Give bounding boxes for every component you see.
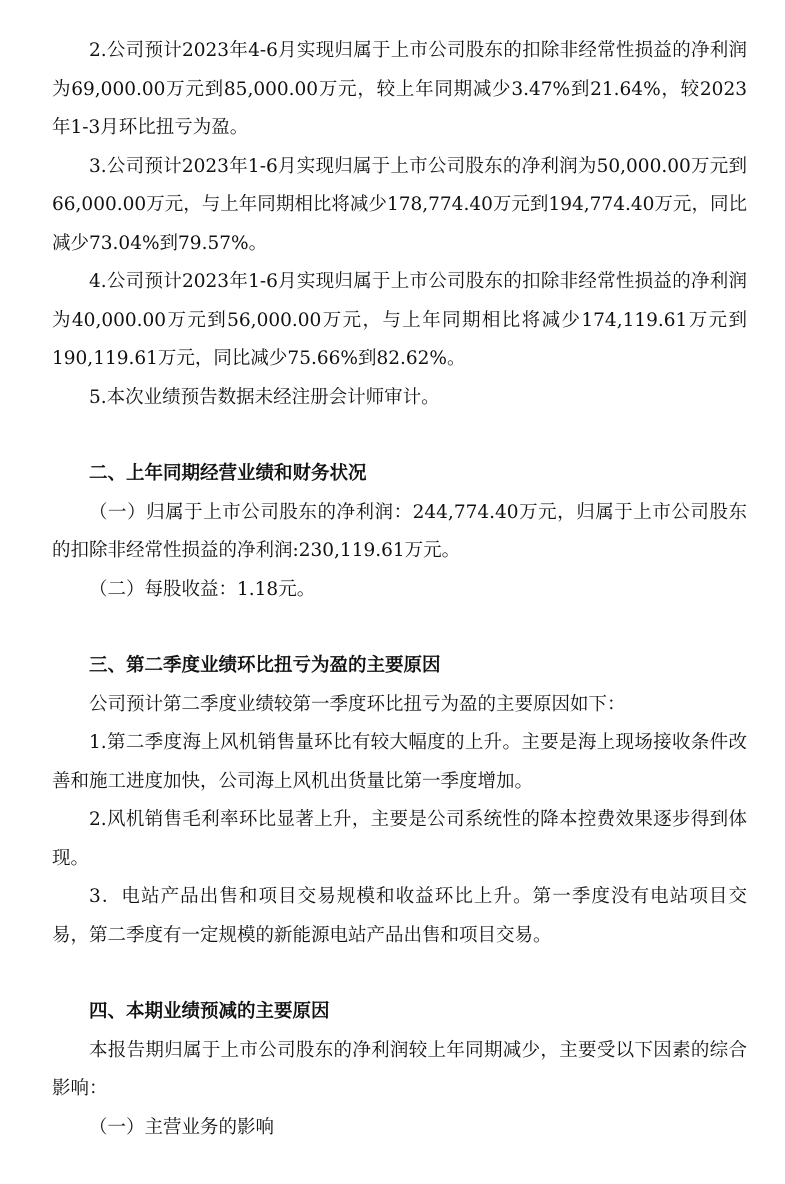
section-3-item-2: 2.风机销售毛利率环比显著上升，主要是公司系统性的降本控费效果逐步得到体现。 <box>52 809 747 869</box>
section-3-item-3: 3．电站产品出售和项目交易规模和收益环比上升。第一季度没有电站项目交易，第二季度有一定规模的新能源电站产品出售和项目交易。 <box>52 886 747 946</box>
spacer <box>52 417 747 455</box>
section-3-heading: 三、第二季度业绩环比扭亏为盈的主要原因 <box>89 655 441 676</box>
section-2-para-1: （一）归属于上市公司股东的净利润：244,774.40万元，归属于上市公司股东的扣除非经常性损益的净利润:230,119.61万元。 <box>52 501 747 561</box>
section-4-intro: 本报告期归属于上市公司股东的净利润较上年同期减少，主要受以下因素的综合影响： <box>52 1039 747 1099</box>
forecast-item-2: 2.公司预计2023年4-6月实现归属于上市公司股东的扣除非经常性损益的净利润为69,000.00万元到85,000.00万元，较上年同期减少3.47%到21.64%，较2023年1-3月环比扭亏为盈。 <box>52 40 747 138</box>
forecast-item-4: 4.公司预计2023年1-6月实现归属于上市公司股东的扣除非经常性损益的净利润为40,000.00万元到56,000.00万元，与上年同期相比将减少174,119.61万元到190,119.61万元，同比减少75.66%到82.62%。 <box>52 271 747 369</box>
section-4-heading: 四、本期业绩预减的主要原因 <box>89 1001 330 1022</box>
spacer <box>52 955 747 993</box>
section-4-sub-1: （一）主营业务的影响 <box>89 1116 275 1138</box>
forecast-item-5: 5.本次业绩预告数据未经注册会计师审计。 <box>89 386 440 408</box>
section-3-intro: 公司预计第二季度业绩较第一季度环比扭亏为盈的主要原因如下： <box>89 693 626 715</box>
document-page <box>52 32 747 1147</box>
section-3-item-1: 1.第二季度海上风机销售量环比有较大幅度的上升。主要是海上现场接收条件改善和施工进度加快，公司海上风机出货量比第一季度增加。 <box>52 732 747 792</box>
section-2-para-2: （二）每股收益：1.18元。 <box>89 578 316 600</box>
forecast-item-3: 3.公司预计2023年1-6月实现归属于上市公司股东的净利润为50,000.00万元到66,000.00万元，与上年同期相比将减少178,774.40万元到194,774.40万元，同比减少73.04%到79.57%。 <box>52 155 747 254</box>
spacer <box>52 609 747 647</box>
section-2-heading: 二、上年同期经营业绩和财务状况 <box>89 463 367 484</box>
